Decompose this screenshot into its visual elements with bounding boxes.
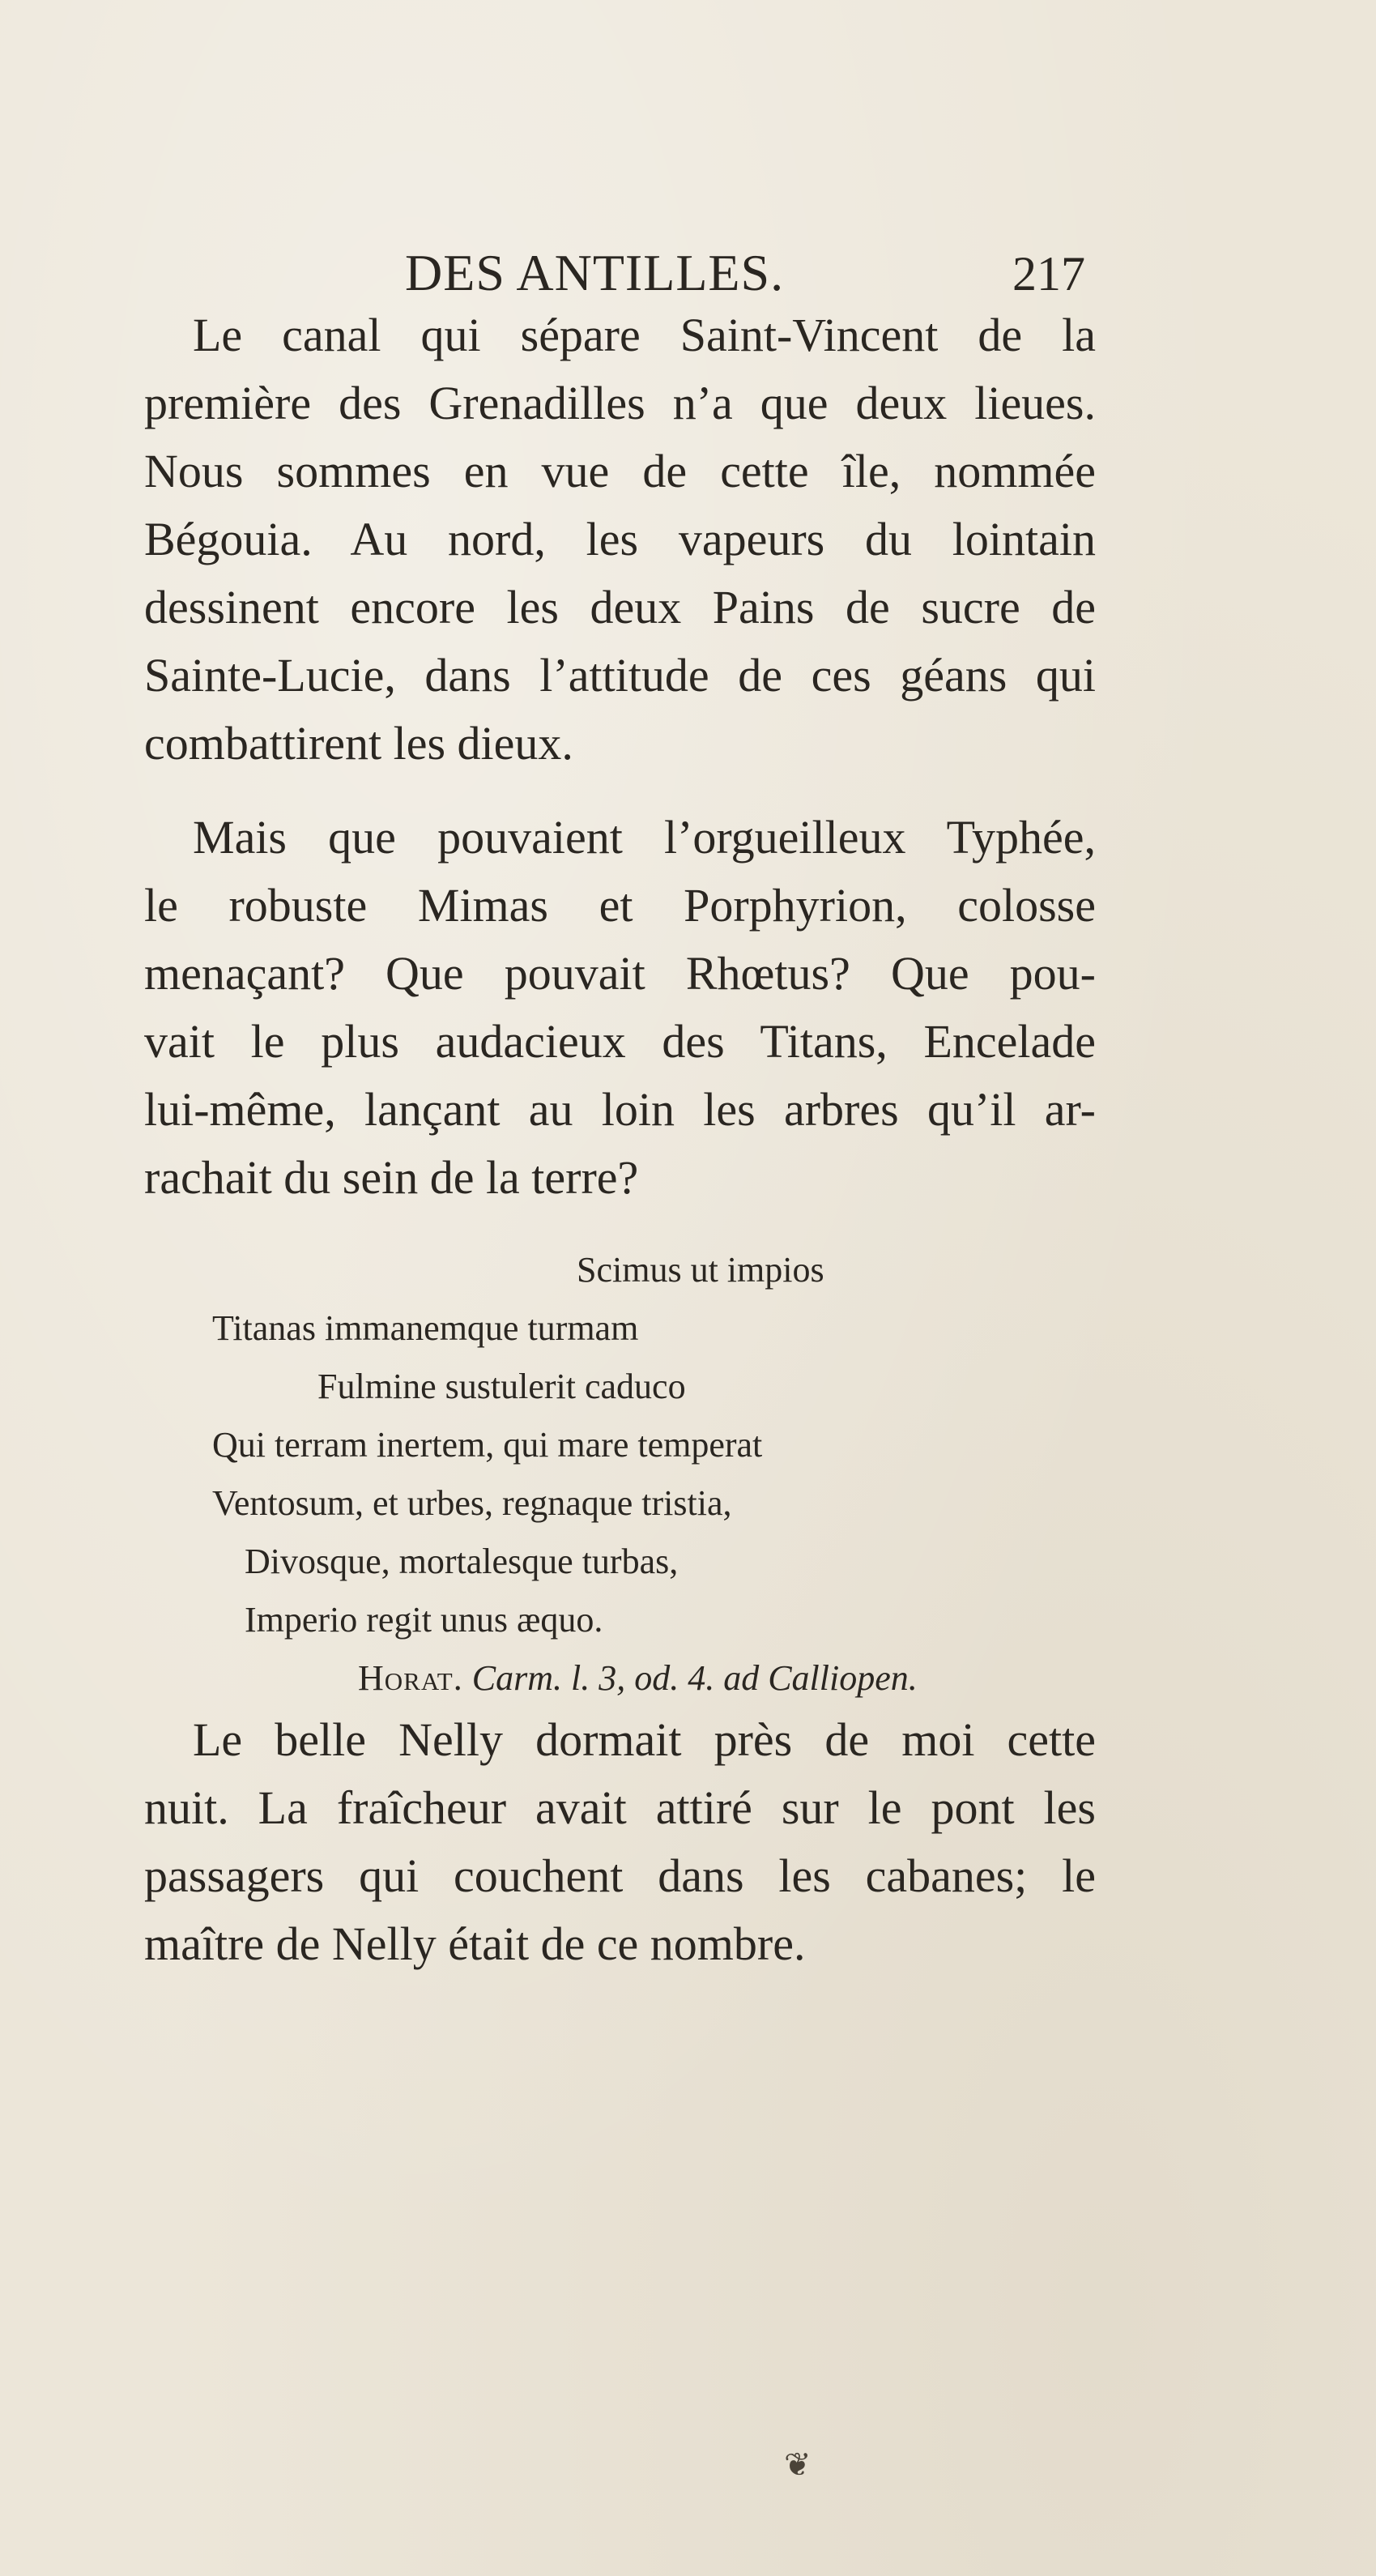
running-title: DES ANTILLES. (405, 244, 785, 301)
text-line: Mais que pouvaient l’orgueilleux Typhée, (193, 811, 1096, 864)
attribution-reference: Carm. l. 3, od. 4. ad Calliopen. (471, 1658, 918, 1698)
text-line: maître de Nelly était de ce nombre. (144, 1917, 806, 1970)
text-line: menaçant? Que pouvait Rhœtus? Que pou- (144, 947, 1096, 1000)
paragraph-3 (144, 1706, 1096, 1978)
paragraph-1 (144, 301, 1096, 778)
page-number: 217 (1012, 247, 1085, 301)
verse-line: Qui terram inertem, qui mare temperat (212, 1425, 763, 1465)
attribution-author: Horat. (358, 1658, 463, 1698)
text-line: nuit. La fraîcheur avait attiré sur le pont les (144, 1781, 1096, 1834)
text-line: Bégouia. Au nord, les vapeurs du lointain (144, 513, 1096, 565)
verse-line: Ventosum, et urbes, regnaque tristia, (212, 1483, 732, 1523)
text-line: passagers qui couchent dans les cabanes; le (144, 1849, 1096, 1902)
verse-line: Fulmine sustulerit caduco (317, 1367, 686, 1406)
verse-line: Titanas immanemque turmam (212, 1308, 639, 1348)
verse-attribution (358, 1649, 1022, 1708)
fleuron-ornament-icon: ❦ (784, 2446, 812, 2484)
text-line: rachait du sein de la terre? (144, 1151, 639, 1204)
text-line: première des Grenadilles n’a que deux lieues. (144, 377, 1096, 429)
verse-line: Scimus ut impios (577, 1250, 824, 1290)
text-line: Sainte-Lucie, dans l’attitude de ces géans qui (144, 649, 1096, 702)
text-line: Nous sommes en vue de cette île, nommée (144, 445, 1096, 497)
paragraph-2 (144, 804, 1096, 1212)
text-line: le robuste Mimas et Porphyrion, colosse (144, 879, 1096, 932)
verse-line: Imperio regit unus æquo. (245, 1600, 603, 1640)
text-line: vait le plus audacieux des Titans, Encelade (144, 1015, 1096, 1068)
latin-verse-quotation (212, 1241, 1022, 1708)
text-line: Le canal qui sépare Saint-Vincent de la (193, 309, 1096, 361)
verse-line: Divosque, mortalesque turbas, (245, 1542, 679, 1581)
text-line: lui-même, lançant au loin les arbres qu’il ar- (144, 1083, 1096, 1136)
text-line: dessinent encore les deux Pains de sucre de (144, 581, 1096, 633)
text-line: Le belle Nelly dormait près de moi cette (193, 1713, 1096, 1766)
text-line: combattirent les dieux. (144, 717, 573, 770)
